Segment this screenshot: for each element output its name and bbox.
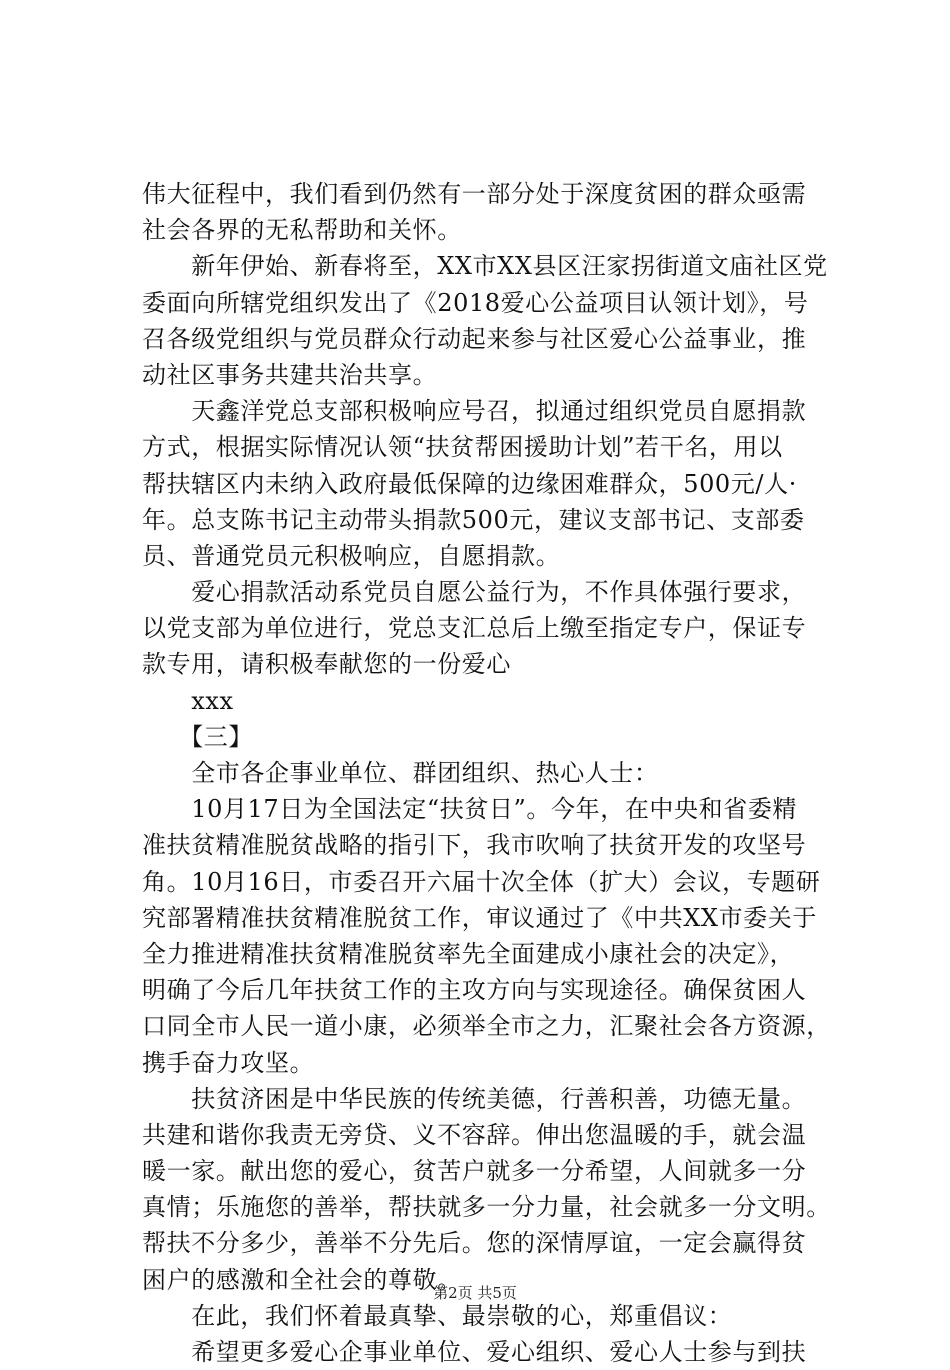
text-line: 方式，根据实际情况认领“扶贫帮困援助计划”若干名，用以	[142, 433, 783, 462]
text-line: 共建和谐你我责无旁贷、义不容辞。伸出您温暖的手，就会温	[142, 1120, 807, 1149]
text-line: 困户的感激和全社会的尊敬。	[142, 1265, 462, 1294]
text-line: 以党支部为单位进行，党总支汇总后上缴至指定专户，保证专	[142, 614, 807, 643]
text-line: 角。10月16日，市委召开六届十次全体（扩大）会议，专题研	[142, 867, 821, 896]
document-body	[142, 176, 842, 1370]
text-line: 希望更多爱心企事业单位、爱心组织、爱心人士参与到扶	[142, 1338, 807, 1366]
text-line: 动社区事务共建共治共享。	[142, 360, 438, 389]
text-line: 究部署精准扶贫精准脱贫工作，审议通过了《中共XX市委关于	[142, 903, 817, 932]
text-line: 爱心捐款活动系党员自愿公益行为，不作具体强行要求，	[142, 578, 807, 607]
text-line: 款专用，请积极奉献您的一份爱心	[142, 650, 511, 679]
text-line: 年。总支陈书记主动带头捐款500元，建议支部书记、支部委	[142, 505, 805, 534]
text-line: xxx	[142, 686, 234, 715]
text-line: 明确了今后几年扶贫工作的主攻方向与实现途径。确保贫困人	[142, 976, 807, 1005]
text-line: 天鑫洋党总支部积极响应号召，拟通过组织党员自愿捐款	[142, 397, 807, 426]
text-line: 口同全市人民一道小康，必须举全市之力，汇聚社会各方资源，	[142, 1012, 831, 1041]
text-line: 在此，我们怀着最真挚、最崇敬的心，郑重倡议：	[142, 1301, 733, 1330]
text-line: 扶贫济困是中华民族的传统美德，行善积善，功德无量。	[142, 1084, 807, 1113]
text-line: 全力推进精准扶贫精准脱贫率先全面建成小康社会的决定》，	[142, 939, 795, 968]
text-line: 员、普通党员元积极响应，自愿捐款。	[142, 541, 561, 570]
text-line: 【三】	[142, 722, 253, 751]
text-line: 召各级党组织与党员群众行动起来参与社区爱心公益事业，推	[142, 324, 807, 353]
page-footer: 第2页 共5页	[433, 1284, 517, 1302]
text-line: 帮扶辖区内未纳入政府最低保障的边缘困难群众，500元/人·	[142, 469, 797, 498]
text-line: 社会各界的无私帮助和关怀。	[142, 216, 462, 245]
text-line: 10月17日为全国法定“扶贫日”。今年，在中央和省委精	[142, 795, 798, 824]
text-line: 真情；乐施您的善举，帮扶就多一分力量，社会就多一分文明。	[142, 1193, 831, 1222]
text-line: 暖一家。献出您的爱心，贫苦户就多一分希望，人间就多一分	[142, 1157, 807, 1186]
text-line: 帮扶不分多少，善举不分先后。您的深情厚谊，一定会赢得贫	[142, 1229, 807, 1258]
text-line: 全市各企事业单位、群团组织、热心人士：	[142, 759, 659, 787]
text-line: 伟大征程中，我们看到仍然有一部分处于深度贫困的群众亟需	[142, 180, 807, 208]
text-line: 准扶贫精准脱贫战略的指引下，我市吹响了扶贫开发的攻坚号	[142, 831, 807, 860]
text-line: 委面向所辖党组织发出了《2018爱心公益项目认领计划》，号	[142, 288, 809, 317]
text-line: 新年伊始、新春将至，XX市XX县区汪家拐街道文庙社区党	[142, 252, 828, 281]
text-line: 携手奋力攻坚。	[142, 1048, 315, 1077]
